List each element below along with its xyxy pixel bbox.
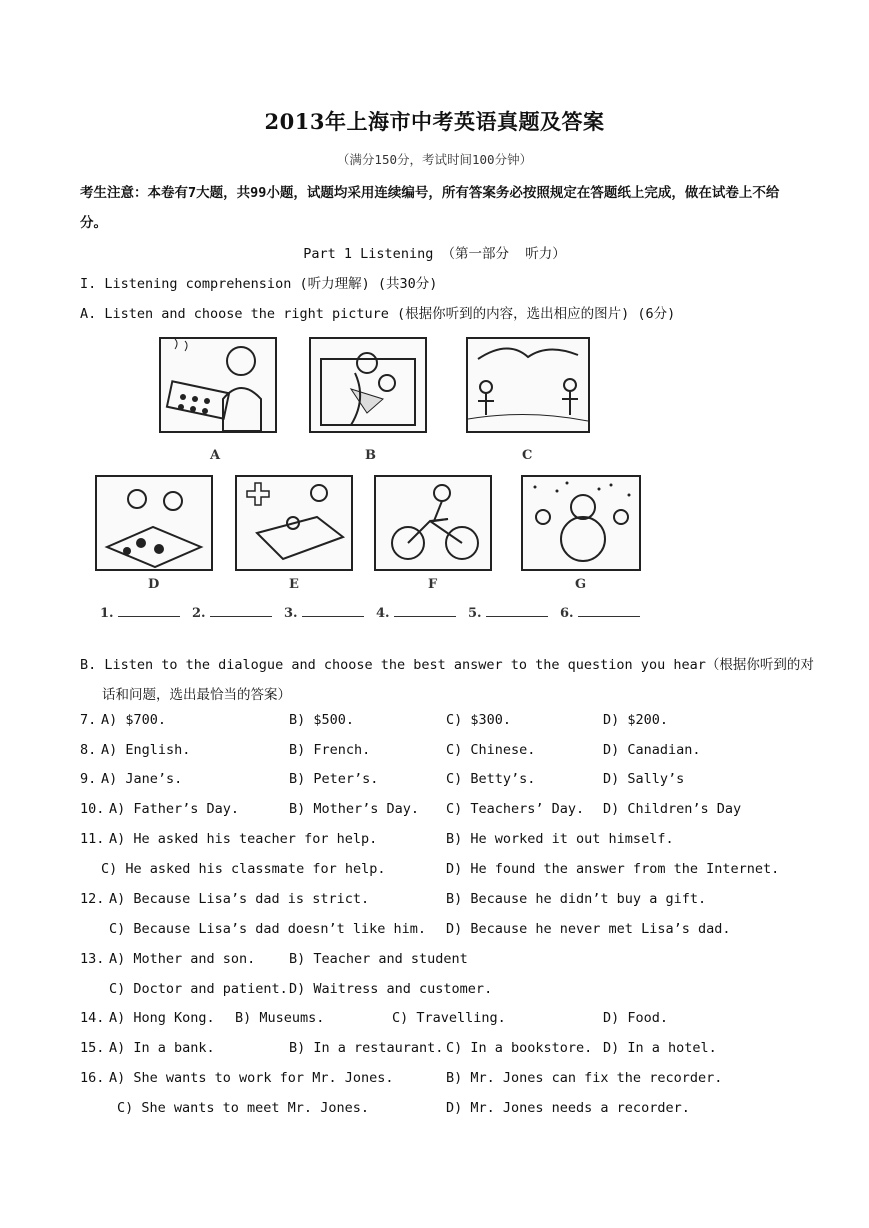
section-a-heading: A. Listen and choose the right picture (根据你听到的内容，选出相应的图片) (6分) <box>80 306 676 322</box>
question-number: 7. <box>80 712 97 728</box>
blank-number: 3. <box>284 606 298 621</box>
option-a[interactable]: A) Hong Kong. <box>109 1010 215 1026</box>
option-b[interactable]: B) Mr. Jones can fix the recorder. <box>446 1070 723 1086</box>
question-number: 14. <box>80 1010 105 1026</box>
option-b[interactable]: B) In a restaurant. <box>289 1040 444 1056</box>
page-title: 2013年上海市中考英语真题及答案 <box>264 109 605 134</box>
answer-blank-1[interactable] <box>100 606 180 621</box>
option-a[interactable]: A) Mother and son. <box>109 951 256 967</box>
blank-number: 6. <box>560 606 574 621</box>
option-c[interactable]: C) Because Lisa’s dad doesn’t like him. <box>109 921 426 937</box>
picture-d-picnic-image <box>95 475 213 571</box>
answer-blank-3[interactable] <box>284 606 364 621</box>
picture-f-cycling-image <box>374 475 492 571</box>
option-d[interactable]: D) Mr. Jones needs a recorder. <box>446 1100 690 1116</box>
question-number: 13. <box>80 951 105 967</box>
option-c[interactable]: C) She wants to meet Mr. Jones. <box>117 1100 369 1116</box>
picture-label-a: A <box>210 448 221 463</box>
blank-line <box>118 606 180 617</box>
blank-line <box>210 606 272 617</box>
option-a[interactable]: A) Father’s Day. <box>109 801 240 817</box>
option-d[interactable]: D) $200. <box>603 712 669 728</box>
option-c[interactable]: C) Doctor and patient. <box>109 981 288 997</box>
option-a[interactable]: A) $700. <box>101 712 167 728</box>
question-number: 12. <box>80 891 105 907</box>
picture-label-b: B <box>365 448 376 463</box>
option-a[interactable]: A) She wants to work for Mr. Jones. <box>109 1070 394 1086</box>
blank-line <box>394 606 456 617</box>
option-d[interactable]: D) He found the answer from the Internet. <box>446 861 780 877</box>
option-c[interactable]: C) In a bookstore. <box>446 1040 593 1056</box>
question-number: 15. <box>80 1040 105 1056</box>
blank-line <box>486 606 548 617</box>
answer-blank-6[interactable] <box>560 606 640 621</box>
question-number: 11. <box>80 831 105 847</box>
answer-blank-2[interactable] <box>192 606 272 621</box>
option-b[interactable]: B) Peter’s. <box>289 771 379 787</box>
section-b-heading-line1: B. Listen to the dialogue and choose the best answer to the question you hear（根据你听到的对 <box>80 657 814 673</box>
option-d[interactable]: D) In a hotel. <box>603 1040 717 1056</box>
option-a[interactable]: A) He asked his teacher for help. <box>109 831 378 847</box>
option-b[interactable]: B) Teacher and student <box>289 951 468 967</box>
option-b[interactable]: B) Museums. <box>235 1010 325 1026</box>
question-number: 9. <box>80 771 97 787</box>
answer-blank-4[interactable] <box>376 606 456 621</box>
option-c[interactable]: C) Travelling. <box>392 1010 506 1026</box>
picture-label-f: F <box>428 577 438 592</box>
option-a[interactable]: A) English. <box>101 742 191 758</box>
option-d[interactable]: D) Sally’s <box>603 771 685 787</box>
section-b-heading-line2: 话和问题，选出最恰当的答案） <box>102 687 291 703</box>
option-b[interactable]: B) $500. <box>289 712 355 728</box>
picture-g-snowman-image <box>521 475 641 571</box>
question-number: 8. <box>80 742 97 758</box>
option-c[interactable]: C) $300. <box>446 712 512 728</box>
picture-b-reading-image <box>309 337 427 433</box>
option-d[interactable]: D) Canadian. <box>603 742 701 758</box>
option-a[interactable]: A) Because Lisa’s dad is strict. <box>109 891 370 907</box>
option-c[interactable]: C) Teachers’ Day. <box>446 801 585 817</box>
section-1-heading: I. Listening comprehension (听力理解) (共30分) <box>80 276 438 292</box>
option-d[interactable]: D) Because he never met Lisa’s dad. <box>446 921 731 937</box>
blank-number: 5. <box>468 606 482 621</box>
picture-label-g: G <box>575 577 587 592</box>
option-b[interactable]: B) Because he didn’t buy a gift. <box>446 891 707 907</box>
picture-label-e: E <box>289 577 299 592</box>
option-a[interactable]: A) In a bank. <box>109 1040 215 1056</box>
picture-a-cookies-image <box>159 337 277 433</box>
picture-e-hospital-image <box>235 475 353 571</box>
question-number: 16. <box>80 1070 105 1086</box>
option-d[interactable]: D) Food. <box>603 1010 669 1026</box>
picture-label-d: D <box>148 577 160 592</box>
option-d[interactable]: D) Waitress and customer. <box>289 981 493 997</box>
blank-line <box>302 606 364 617</box>
question-number: 10. <box>80 801 105 817</box>
blank-line <box>578 606 640 617</box>
blank-number: 2. <box>192 606 206 621</box>
blank-number: 4. <box>376 606 390 621</box>
option-d[interactable]: D) Children’s Day <box>603 801 742 817</box>
option-b[interactable]: B) Mother’s Day. <box>289 801 420 817</box>
option-c[interactable]: C) He asked his classmate for help. <box>101 861 386 877</box>
option-c[interactable]: C) Betty’s. <box>446 771 536 787</box>
picture-c-snowball-image <box>466 337 590 433</box>
exam-notice: 考生注意：本卷有7大题，共99小题，试题均采用连续编号，所有答案务必按照规定在答题纸上完成，做在试卷上不给分。 <box>80 185 780 231</box>
picture-label-c: C <box>522 448 533 463</box>
part1-heading: Part 1 Listening （第一部分 听力） <box>303 246 566 262</box>
exam-subtitle: （满分150分，考试时间100分钟） <box>336 152 533 167</box>
answer-blank-5[interactable] <box>468 606 548 621</box>
option-a[interactable]: A) Jane’s. <box>101 771 183 787</box>
option-b[interactable]: B) He worked it out himself. <box>446 831 674 847</box>
option-c[interactable]: C) Chinese. <box>446 742 536 758</box>
option-b[interactable]: B) French. <box>289 742 371 758</box>
blank-number: 1. <box>100 606 114 621</box>
